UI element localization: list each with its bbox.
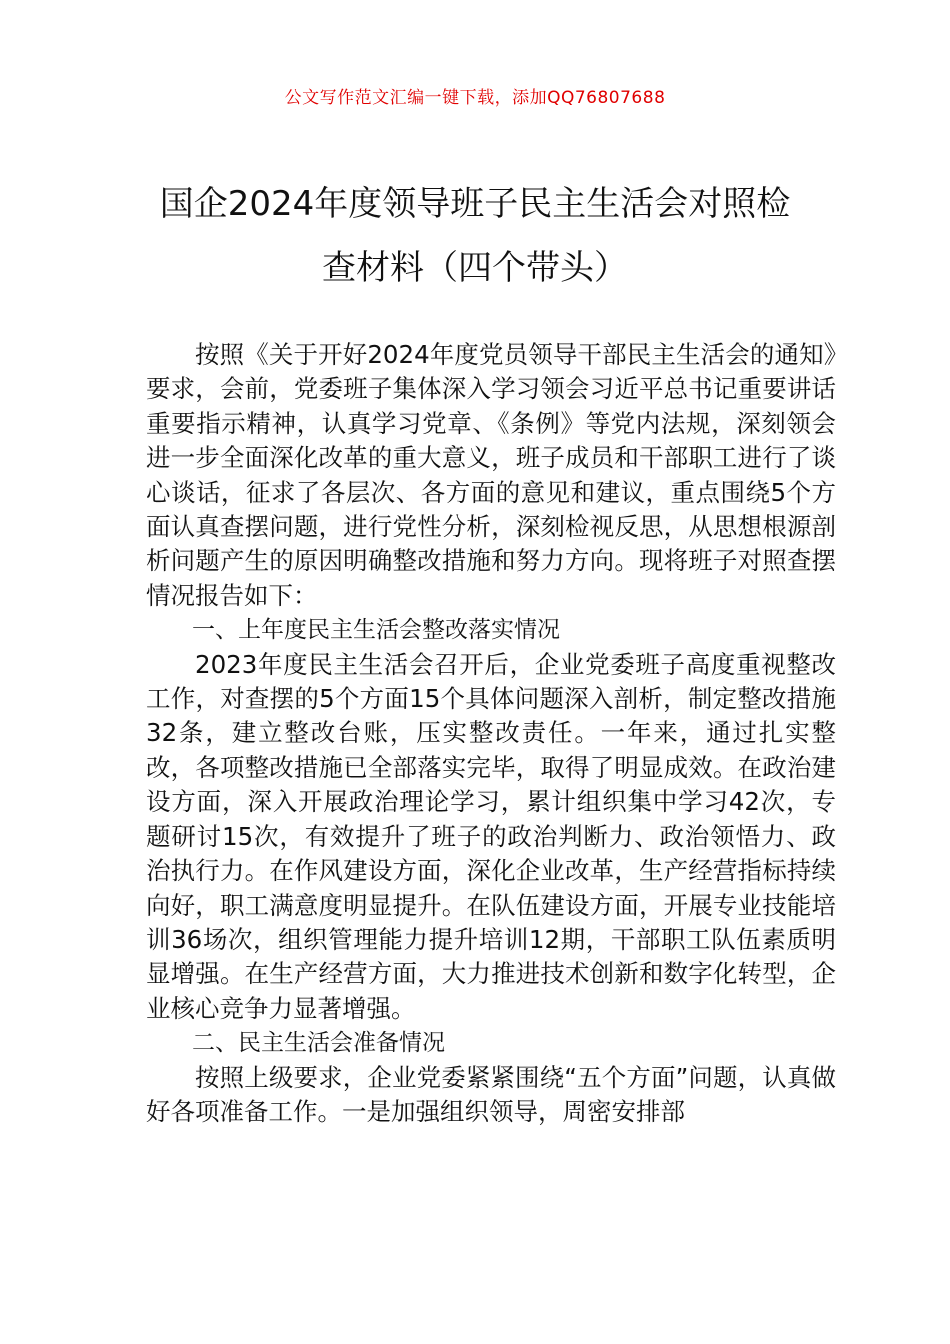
intro-paragraph: 按照《关于开好2024年度党员领导干部民主生活会的通知》要求，会前，党委班子集体深入学习领会习近平总书记重要讲话重要指示精神，认真学习党章、《条例》等党内法规，深刻领会进一步全面深化改革的重大意义，班子成员和干部职工进行了谈心谈话，征求了各层次、各方面的意见和建议，重点围绕5个方面认真查摆问题，进行党性分析，深刻检视反思，从思想根源剖析问题产生的原因明确整改措施和努力方向。现将班子对照查摆情况报告如下： bbox=[146, 340, 836, 610]
section-heading-2: 二、民主生活会准备情况 bbox=[192, 1030, 445, 1057]
section-heading-1: 一、上年度民主生活会整改落实情况 bbox=[192, 617, 560, 644]
section-2-paragraph: 按照上级要求，企业党委紧紧围绕“五个方面”问题，认真做好各项准备工作。一是加强组织领导，周密安排部 bbox=[146, 1062, 836, 1126]
document-body bbox=[146, 338, 836, 1129]
section-1-paragraph: 2023年度民主生活会召开后，企业党委班子高度重视整改工作，对查摆的5个方面15个具体问题深入剖析，制定整改措施32条，建立整改台账，压实整改责任。一年来，通过扎实整改，各项整改措施已全部落实完毕，取得了明显成效。在政治建设方面，深入开展政治理论学习，累计组织集中学习42次，专题研讨15次，有效提升了班子的政治判断力、政治领悟力、政治执行力。在作风建设方面，深化企业改革，生产经营指标持续向好，职工满意度明显提升。在队伍建设方面，开展专业技能培训36场次，组织管理能力提升培训12期，干部职工队伍素质明显增强。在生产经营方面，大力推进技术创新和数字化转型，企业核心竞争力显著增强。 bbox=[146, 649, 836, 1023]
download-notice: 公文写作范文汇编一键下载，添加QQ76807688 bbox=[284, 88, 666, 108]
title-line-1: 国企2024年度领导班子民主生活会对照检 bbox=[159, 184, 791, 224]
title-line-2: 查材料（四个带头） bbox=[322, 248, 628, 288]
document-title bbox=[120, 172, 830, 300]
